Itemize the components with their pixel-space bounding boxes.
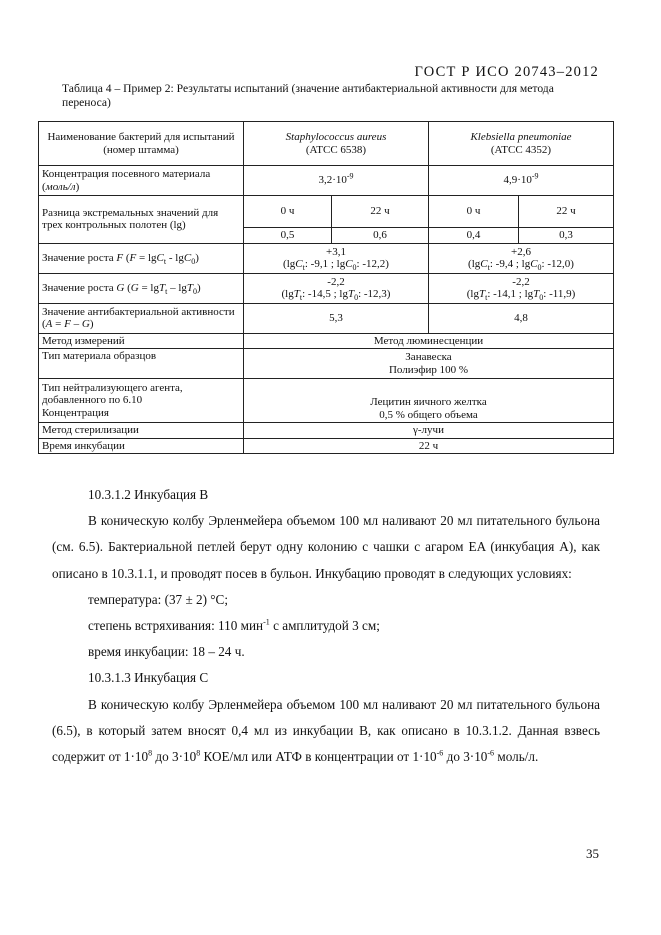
table-row xyxy=(39,303,614,333)
body-text xyxy=(52,482,600,770)
row-label xyxy=(39,243,244,273)
activity-label: Значение антибактериальной активности (A = F – G) xyxy=(42,305,235,331)
neutralizer-label: добавленного по 6.10 xyxy=(42,394,143,407)
growth-value: +2,6 xyxy=(511,245,531,258)
table-cell xyxy=(244,166,429,196)
table-row xyxy=(39,349,614,379)
section-heading: 10.3.1.2 Инкубация B xyxy=(88,487,209,502)
table-cell xyxy=(429,243,614,273)
shaking-text: степень встряхивания: 110 мин xyxy=(88,618,264,634)
concentration-value: $3,2\cdot 10^{-9}$ xyxy=(318,171,354,187)
table-cell: 22 ч xyxy=(332,196,429,228)
table-cell: 22 ч xyxy=(519,196,614,228)
growth-detail: (lgC$_t$: -9,1 ; lgC$_0$: -12,2) xyxy=(283,258,389,273)
table-row xyxy=(39,196,614,228)
table-row xyxy=(39,273,614,303)
table-row xyxy=(39,122,614,166)
bacteria-header-cell xyxy=(244,122,429,166)
results-table xyxy=(38,121,614,454)
row-label: Метод измерений xyxy=(39,333,244,349)
para-text: КОЕ/мл или АТФ в концентрации от 1·10 xyxy=(200,749,437,765)
exponent: 8 xyxy=(148,748,153,758)
row-label xyxy=(39,303,244,333)
para-text: В коническую колбу Эрленмейера объемом 100 мл наливают 20 мл питательного бульона (6.5), в который затем вносят 0,4 мл из инкубации B, как описано в 10.3.1.2. Данная взвесь содержит от 1·10 xyxy=(52,696,600,765)
para-text: моль/л. xyxy=(494,749,539,765)
table-row xyxy=(39,423,614,439)
para-text: до 3·10 xyxy=(443,749,488,765)
table-row xyxy=(39,166,614,196)
sample-type-detail: Полиэфир 100 % xyxy=(388,363,468,376)
concentration-label: Концентрация xyxy=(42,406,109,419)
growth-value: +3,1 xyxy=(326,245,346,258)
table-cell: 0,3 xyxy=(519,228,614,244)
table-cell xyxy=(429,166,614,196)
paragraph xyxy=(52,692,600,771)
row-label: Время инкубации xyxy=(39,438,244,454)
bacteria-name: Klebsiella pneumoniae xyxy=(470,130,572,143)
table-cell xyxy=(244,379,614,423)
standard-header: ГОСТ Р ИСО 20743–2012 xyxy=(414,64,599,80)
table-cell: γ-лучи xyxy=(244,423,614,439)
exponent: -6 xyxy=(487,748,495,758)
condition-temperature: температура: (37 ± 2) °C; xyxy=(88,591,228,607)
growth-f-label: Значение роста F (F = lgC$_t$ - lgC$_0$) xyxy=(42,251,199,266)
row-label: Концентрация посевного материала (моль/л) xyxy=(39,166,244,196)
table-cell: 0,4 xyxy=(429,228,519,244)
growth-detail: (lgT$_t$: -14,1 ; lgT$_0$: -11,9) xyxy=(466,288,576,303)
condition-incubation: время инкубации: 18 – 24 ч. xyxy=(88,644,245,660)
exponent: -6 xyxy=(436,748,444,758)
table-cell: 0 ч xyxy=(429,196,519,228)
exponent: 8 xyxy=(196,748,201,758)
shaking-exponent: -1 xyxy=(263,617,270,627)
table-cell: 0 ч xyxy=(244,196,332,228)
growth-value: -2,2 xyxy=(512,275,530,288)
table-row xyxy=(39,243,614,273)
para-text: до 3·10 xyxy=(152,749,197,765)
shaking-text: с амплитудой 3 см; xyxy=(269,618,380,634)
table-cell xyxy=(429,273,614,303)
table-cell: 0,5 xyxy=(244,228,332,244)
table-cell xyxy=(244,243,429,273)
row-label: Разница экстремальных значений для трех контрольных полотен (lg) xyxy=(39,196,244,244)
table-row xyxy=(39,379,614,423)
table-cell xyxy=(244,349,614,379)
row-label xyxy=(39,273,244,303)
neutralizer-value: Лецитин яичного желтка xyxy=(370,396,487,408)
bacteria-strain: (ATCC 4352) xyxy=(490,143,552,156)
bacteria-header-cell xyxy=(429,122,614,166)
row-label: Метод стерилизации xyxy=(39,423,244,439)
section-heading: 10.3.1.3 Инкубация C xyxy=(88,670,209,686)
sample-type-value: Занавеска xyxy=(405,351,452,364)
table-cell: Метод люминесценции xyxy=(244,333,614,349)
growth-detail: (lgC$_t$: -9,4 ; lgC$_0$: -12,0) xyxy=(468,258,574,273)
row-label: Тип материала образцов xyxy=(39,349,244,379)
table-row xyxy=(39,333,614,349)
bacteria-strain: (ATCC 6538) xyxy=(305,143,367,156)
table-row xyxy=(39,438,614,454)
condition-shaking xyxy=(52,613,600,639)
table-cell: 4,8 xyxy=(429,303,614,333)
col-header-cell: Наименование бактерий для испытаний (номер штамма) xyxy=(39,122,244,166)
paragraph: В коническую колбу Эрленмейера объемом 100 мл наливают 20 мл питательного бульона (см. 6.5). Бактериальной петлей берут одну колонию с чашки с агаром EA (инкубация А), как описано в 10.3.1.1, и проводят посев в бульон. Инкубацию проводят в следующих условиях: xyxy=(52,513,600,581)
row-label xyxy=(39,379,244,423)
neutralizer-label: Тип нейтрализующего агента, xyxy=(42,381,183,394)
page-number: 35 xyxy=(586,846,599,861)
neutralizer-concentration: 0,5 % общего объема xyxy=(379,408,478,421)
growth-value: -2,2 xyxy=(327,275,345,288)
table-caption: Таблица 4 – Пример 2: Результаты испытаний (значение антибактериальной активности для метода переноса) xyxy=(62,82,554,109)
table-cell xyxy=(244,273,429,303)
bacteria-name: Staphylococcus aureus xyxy=(285,130,387,143)
table-cell: 22 ч xyxy=(244,438,614,454)
growth-g-label: Значение роста G (G = lgT$_t$ – lgT$_0$) xyxy=(42,281,201,296)
table-cell: 0,6 xyxy=(332,228,429,244)
growth-detail: (lgT$_t$: -14,5 ; lgT$_0$: -12,3) xyxy=(281,288,391,303)
table-cell: 5,3 xyxy=(244,303,429,333)
concentration-value: $4,9\cdot 10^{-9}$ xyxy=(503,171,539,187)
